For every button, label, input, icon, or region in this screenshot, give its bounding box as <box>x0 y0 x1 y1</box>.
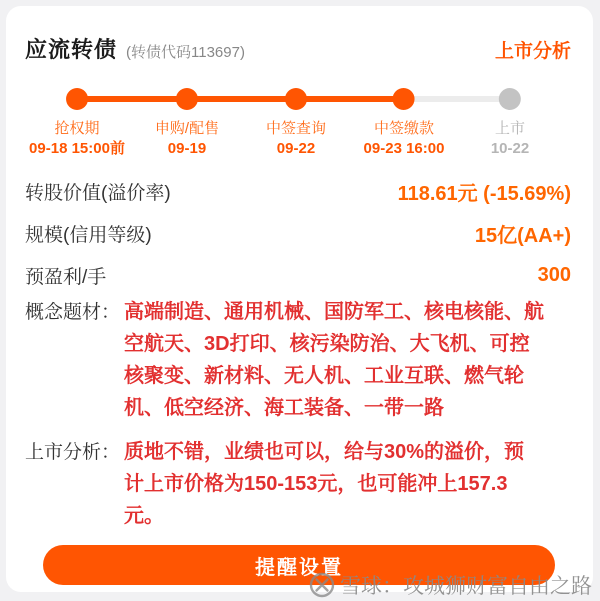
row-label: 转股价值(溢价率) <box>25 182 171 204</box>
card-header <box>6 6 593 64</box>
key-value-rows <box>6 170 593 296</box>
listing-analysis-text: 质地不错，业绩也可以，给与30%的溢价，预计上市价格为150-153元，也可能冲上157.3元。 <box>124 441 525 527</box>
reminder-settings-button[interactable]: 提醒设置 <box>43 545 555 585</box>
bond-info-card <box>6 6 593 592</box>
title-group <box>25 33 245 64</box>
timeline-node-date: 09-23 16:00 <box>363 140 445 157</box>
concept-themes-label: 概念题材： <box>25 302 121 323</box>
issue-timeline <box>6 86 593 156</box>
timeline-node-subscribe <box>155 86 219 159</box>
timeline-node-label: 上市 <box>494 120 525 137</box>
timeline-dot <box>176 88 198 110</box>
timeline-dot <box>499 88 521 110</box>
row-conversion-value <box>6 170 593 212</box>
timeline-node-date: 09-19 <box>167 140 207 157</box>
listing-analysis-label: 上市分析： <box>25 442 121 463</box>
concept-themes-text: 高端制造、通用机械、国防军工、核电核能、航空航天、3D打印、核污染防治、大飞机、可控核聚变、新材料、无人机、工业互联、燃气轮机、低空经济、海工装备、一带一路 <box>124 301 544 419</box>
watermark-text: 雪球：攻城狮财富自由之路 <box>340 575 592 598</box>
timeline-node-label: 申购/配售 <box>154 120 220 137</box>
timeline-dot <box>285 88 307 110</box>
timeline-node-label: 抢权期 <box>54 120 100 137</box>
row-expected-profit <box>6 254 593 296</box>
listing-analysis-link[interactable]: 上市分析 <box>494 41 571 62</box>
timeline-node-date: 10-22 <box>490 140 530 157</box>
timeline-node-lottery-check <box>266 86 326 159</box>
row-scale-rating <box>6 212 593 254</box>
timeline-node-listing <box>491 86 529 159</box>
timeline-node-label: 中签缴款 <box>373 120 434 137</box>
timeline-dot <box>66 88 88 110</box>
row-value: 300 <box>537 263 571 286</box>
timeline-dot <box>393 88 415 110</box>
row-value: 15亿(AA+) <box>474 224 571 247</box>
row-label: 规模(信用等级) <box>25 224 152 246</box>
row-value: 118.61元 (-15.69%) <box>397 182 571 205</box>
listing-analysis-section <box>6 436 593 532</box>
timeline-node-date: 09-18 15:00前 <box>29 140 125 157</box>
row-label: 预盈利/手 <box>25 266 107 288</box>
timeline-node-label: 中签查询 <box>265 120 327 137</box>
timeline-track-done <box>77 96 404 102</box>
timeline-node-payment <box>364 86 445 159</box>
timeline-node-date: 09-22 <box>276 140 316 157</box>
concept-themes-section <box>6 296 593 424</box>
bond-code: (转债代码113697) <box>126 44 245 61</box>
bond-title: 应流转债 <box>25 37 118 62</box>
watermark <box>309 570 592 600</box>
timeline-node-grab-rights <box>29 86 125 159</box>
xueqiu-logo-icon <box>309 572 335 598</box>
